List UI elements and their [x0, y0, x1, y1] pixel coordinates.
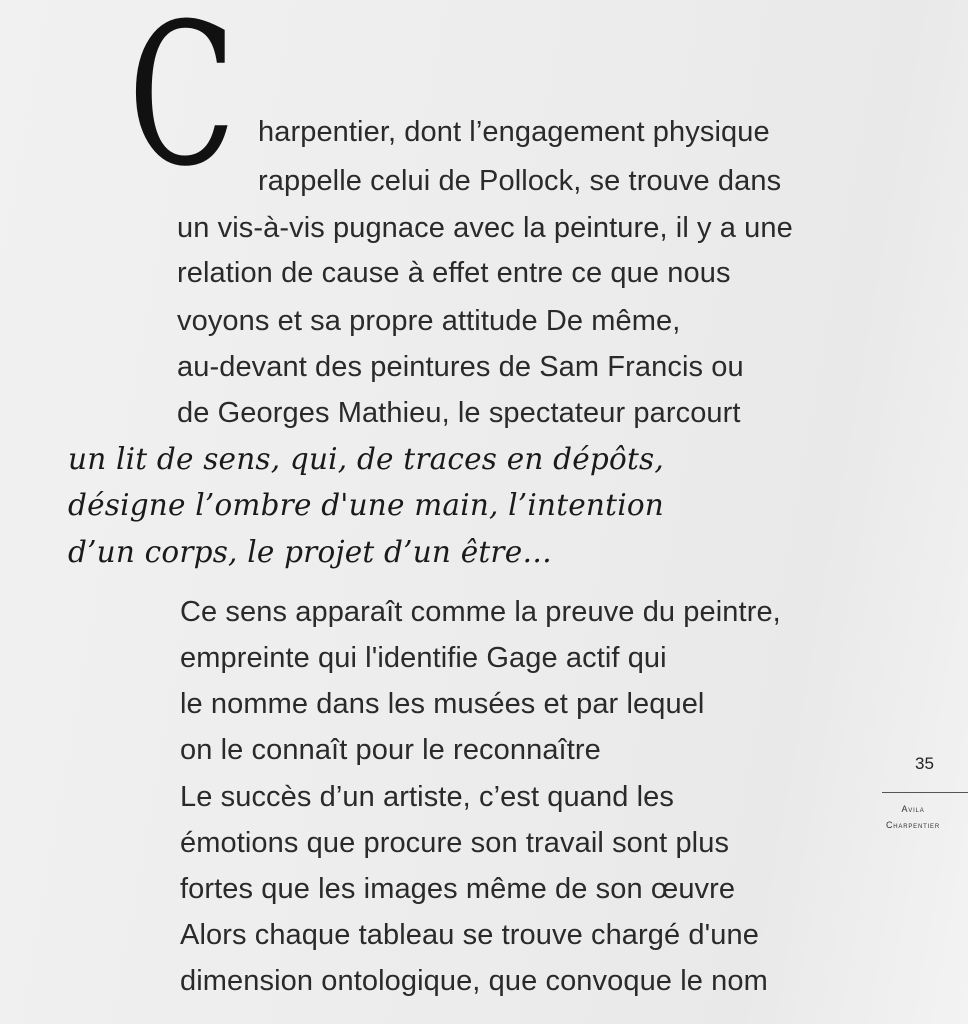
paragraph1-line: rappelle celui de Pollock, se trouve dans — [258, 165, 782, 197]
quote-line: désigne l’ombre d'une main, l’intention — [68, 488, 664, 522]
margin-divider — [882, 792, 968, 793]
running-header-author: Charpentier — [886, 820, 940, 830]
quote-line: un lit de sens, qui, de traces en dépôts, — [68, 442, 664, 476]
paragraph1-line: voyons et sa propre attitude De même, — [177, 305, 681, 337]
drop-cap-letter: C — [128, 0, 236, 210]
paragraph2-line: Alors chaque tableau se trouve chargé d'une — [180, 919, 759, 951]
paragraph2-line: Ce sens apparaît comme la preuve du peintre, — [180, 596, 781, 628]
paragraph1-line: au-devant des peintures de Sam Francis ou — [177, 351, 744, 383]
paragraph2-line: Le succès d’un artiste, c’est quand les — [180, 781, 674, 813]
paragraph1-line: de Georges Mathieu, le spectateur parcourt — [177, 397, 741, 429]
paragraph2-line: dimension ontologique, que convoque le nom — [180, 965, 768, 997]
paragraph2-line: émotions que procure son travail sont plus — [180, 827, 730, 859]
page-number: 35 — [915, 754, 934, 773]
running-header-author: Avila — [901, 804, 925, 814]
paragraph2-line: on le connaît pour le reconnaître — [180, 734, 601, 766]
paragraph1-line: harpentier, dont l’engagement physique — [258, 116, 770, 148]
paragraph2-line: le nomme dans les musées et par lequel — [180, 688, 705, 720]
quote-line: d’un corps, le projet d’un être… — [68, 535, 553, 569]
paragraph1-line: un vis-à-vis pugnace avec la peinture, il y a une — [177, 212, 793, 244]
paragraph2-line: fortes que les images même de son œuvre — [180, 873, 736, 905]
paragraph2-line: empreinte qui l'identifie Gage actif qui — [180, 642, 667, 674]
paragraph1-line: relation de cause à effet entre ce que nous — [177, 257, 731, 289]
